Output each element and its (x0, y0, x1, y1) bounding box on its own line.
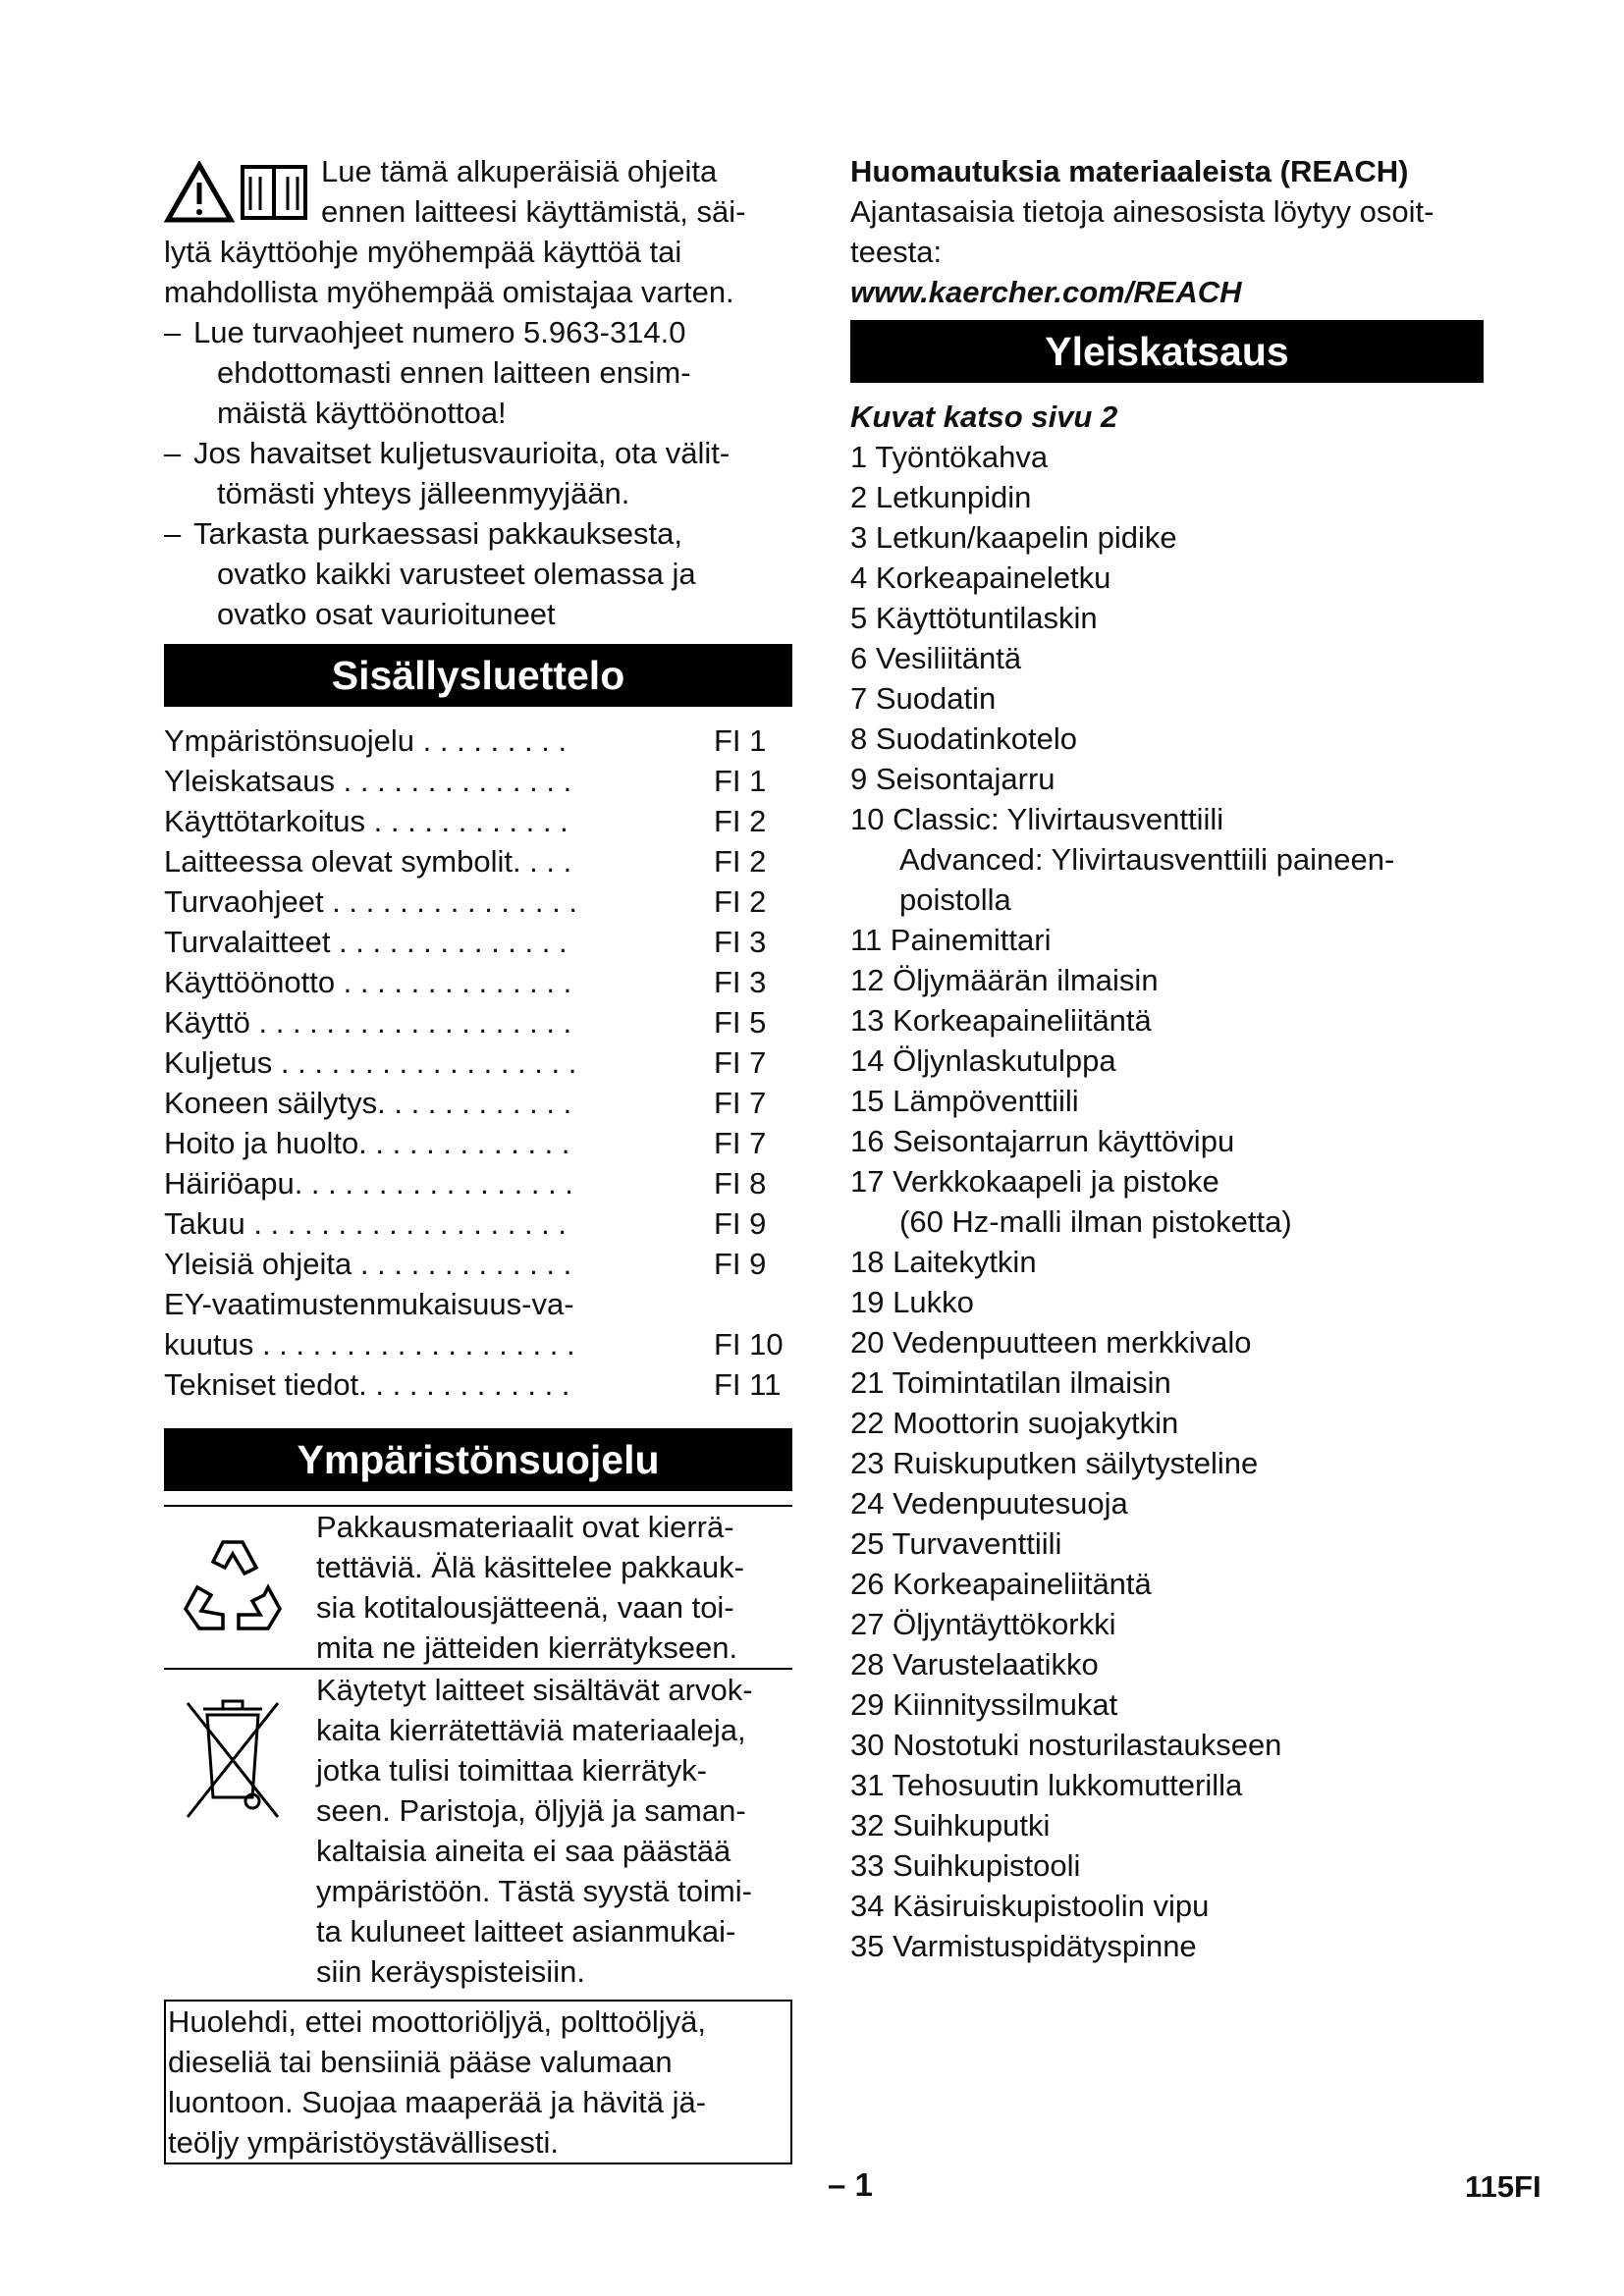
legend-item: 27 Öljyntäyttökorkki (850, 1607, 1116, 1641)
overview-legend (850, 437, 1484, 1966)
device-line: ta kuluneet laitteet asianmukai- (316, 1914, 736, 1949)
intro-bullet (164, 433, 792, 513)
toc-entry[interactable] (164, 1244, 792, 1284)
toc-title: Käyttötarkoitus . . . . . . . . . . . . (164, 804, 568, 838)
legend-item: 28 Varustelaatikko (850, 1647, 1099, 1682)
legend-item: 2 Letkunpidin (850, 480, 1032, 514)
toc-entry[interactable] (164, 1123, 792, 1163)
toc-title: Hoito ja huolto. . . . . . . . . . . . . (164, 1126, 570, 1160)
legend-item: 8 Suodatinkotelo (850, 721, 1077, 756)
intro-bullet (164, 513, 792, 634)
legend-item: 6 Vesiliitäntä (850, 641, 1022, 675)
bullet-line: Jos havaitset kuljetusvaurioita, ota välit- (193, 436, 731, 470)
legend-item: 4 Korkeapaineletku (850, 561, 1111, 595)
toc-title: EY-vaatimustenmukaisuus-va- (164, 1287, 574, 1321)
toc-page: FI 3 (714, 925, 767, 959)
crossed-bin-icon (174, 1689, 292, 1827)
device-line: kaltaisia aineita ei saa päästää (316, 1834, 731, 1868)
toc-entry[interactable] (164, 962, 792, 1002)
legend-item: 24 Vedenpuutesuoja (850, 1486, 1128, 1521)
toc-page: FI 7 (714, 1045, 767, 1080)
bullet-line: tömästi yhteys jälleenmyyjään. (217, 476, 630, 510)
toc-entry[interactable] (164, 1284, 792, 1324)
reach-title: Huomautuksia materiaaleista (REACH) (850, 154, 1409, 188)
device-line: siin keräyspisteisiin. (316, 1954, 585, 1989)
intro-section (164, 151, 792, 634)
bullet-line: ehdottomasti ennen laitteen ensim- (217, 355, 691, 390)
toc-title: Turvaohjeet . . . . . . . . . . . . . . . (164, 884, 577, 919)
toc-title: Laitteessa olevat symbolit. . . . (164, 844, 572, 879)
environment-heading: Ympäristönsuojelu (164, 1428, 792, 1491)
toc-entry[interactable] (164, 1203, 792, 1244)
legend-item: 32 Suihkuputki (850, 1808, 1051, 1842)
toc-title: Häiriöapu. . . . . . . . . . . . . . . . . (164, 1166, 573, 1201)
toc-title: kuutus . . . . . . . . . . . . . . . . . . . (164, 1327, 575, 1362)
oil-line: teöljy ympäristöystävällisesti. (168, 2125, 559, 2160)
page-marker: – 1 (828, 2166, 873, 2203)
bullet-line: Tarkasta purkaessasi pakkauksesta, (193, 516, 682, 551)
toc-entry[interactable] (164, 922, 792, 962)
packaging-line: Pakkausmateriaalit ovat kierrä- (316, 1510, 734, 1544)
packaging-line: sia kotitalousjätteenä, vaan toi- (316, 1590, 734, 1625)
legend-item: 35 Varmistuspidätyspinne (850, 1929, 1197, 1963)
toc-title: Ympäristönsuojelu . . . . . . . . . (164, 723, 568, 758)
bullet-line: ovatko osat vaurioituneet (217, 597, 556, 631)
toc-entry[interactable] (164, 801, 792, 841)
toc-title: Kuljetus . . . . . . . . . . . . . . . . . . (164, 1045, 577, 1080)
toc-page: FI 9 (714, 1206, 767, 1241)
toc-page: FI 2 (714, 844, 767, 879)
device-disposal-block (164, 1668, 792, 1992)
legend-item: 12 Öljymäärän ilmaisin (850, 963, 1159, 997)
legend-item: 19 Lukko (850, 1285, 974, 1319)
recycling-icon (174, 1530, 292, 1648)
legend-item-continuation: poistolla (899, 882, 1011, 917)
legend-item: 3 Letkun/kaapelin pidike (850, 520, 1177, 555)
toc-title: Käyttö . . . . . . . . . . . . . . . . . . . (164, 1005, 572, 1040)
bullet-line: ovatko kaikki varusteet olemassa ja (217, 557, 696, 591)
toc-title: Yleiskatsaus . . . . . . . . . . . . . . (164, 764, 572, 798)
oil-notice-box (164, 2000, 792, 2164)
packaging-recycling-block (164, 1505, 792, 1668)
legend-item: 33 Suihkupistooli (850, 1848, 1081, 1883)
oil-line: luontoon. Suojaa maaperää ja hävitä jä- (168, 2085, 707, 2119)
intro-bullet (164, 312, 792, 433)
toc-title: Koneen säilytys. . . . . . . . . . . . (164, 1086, 572, 1120)
warning-manual-icon (164, 161, 311, 224)
legend-item: 17 Verkkokaapeli ja pistoke (850, 1164, 1219, 1199)
device-line: jotka tulisi toimittaa kierrätyk- (316, 1753, 707, 1788)
toc-title: Käyttöönotto . . . . . . . . . . . . . . (164, 965, 572, 999)
toc-page: FI 5 (714, 1005, 767, 1040)
device-line: kaita kierrätettäviä materiaaleja, (316, 1713, 746, 1747)
legend-item: 34 Käsiruiskupistoolin vipu (850, 1889, 1210, 1923)
legend-item: 21 Toimintatilan ilmaisin (850, 1365, 1171, 1400)
legend-item: 11 Painemittari (850, 923, 1052, 957)
legend-item: 29 Kiinnityssilmukat (850, 1687, 1118, 1722)
toc-title: Yleisiä ohjeita . . . . . . . . . . . . . (164, 1247, 572, 1281)
page-code: 115FI (1465, 2169, 1542, 2204)
toc-entry[interactable] (164, 841, 792, 881)
toc-entry[interactable] (164, 1364, 792, 1405)
toc-entry[interactable] (164, 1002, 792, 1042)
toc-page: FI 1 (714, 723, 767, 758)
legend-item: 18 Laitekytkin (850, 1245, 1037, 1279)
toc-title: Turvalaitteet . . . . . . . . . . . . . . (164, 925, 568, 959)
legend-item: 15 Lämpöventtiili (850, 1084, 1079, 1118)
toc-page: FI 10 (714, 1327, 784, 1362)
overview-subtitle: Kuvat katso sivu 2 (850, 400, 1118, 434)
toc-page: FI 7 (714, 1126, 767, 1160)
oil-line: Huolehdi, ettei moottoriöljyä, polttoöljyä, (168, 2004, 706, 2039)
bullet-dash: – (164, 315, 182, 349)
toc-page: FI 8 (714, 1166, 767, 1201)
bullet-line: mäistä käyttöönottoa! (217, 396, 507, 430)
legend-item: 1 Työntökahva (850, 440, 1049, 474)
toc-list (164, 721, 792, 1405)
bullet-dash: – (164, 436, 182, 470)
packaging-line: tettäviä. Älä käsittelee pakkauk- (316, 1550, 744, 1584)
legend-item: 14 Öljynlaskutulppa (850, 1043, 1116, 1078)
legend-item: 7 Suodatin (850, 681, 997, 716)
toc-page: FI 3 (714, 965, 767, 999)
toc-entry[interactable] (164, 1163, 792, 1203)
overview-heading: Yleiskatsaus (850, 320, 1484, 383)
legend-item-continuation: (60 Hz-malli ilman pistoketta) (899, 1204, 1292, 1239)
intro-line: lytä käyttöohje myöhempää käyttöä tai (164, 235, 682, 269)
toc-title: Takuu . . . . . . . . . . . . . . . . . . . (164, 1206, 568, 1241)
toc-entry[interactable] (164, 881, 792, 922)
toc-page: FI 9 (714, 1247, 767, 1281)
intro-line: ennen laitteesi käyttämistä, säi- (321, 194, 746, 229)
toc-entry[interactable] (164, 721, 792, 761)
right-column (850, 151, 1484, 1966)
device-line: Käytetyt laitteet sisältävät arvok- (316, 1673, 753, 1707)
toc-page (714, 1284, 792, 1324)
legend-item: 31 Tehosuutin lukkomutterilla (850, 1768, 1243, 1802)
intro-line: mahdollista myöhempää omistajaa varten. (164, 275, 734, 309)
reach-line: Ajantasaisia tietoja ainesosista löytyy osoit- (850, 194, 1435, 229)
legend-item: 25 Turvaventtiili (850, 1526, 1062, 1561)
legend-item: 22 Moottorin suojakytkin (850, 1406, 1179, 1440)
legend-item: 9 Seisontajarru (850, 762, 1056, 796)
legend-item: 5 Käyttötuntilaskin (850, 601, 1098, 635)
legend-item: 26 Korkeapaineliitäntä (850, 1567, 1152, 1601)
reach-url-link[interactable]: www.kaercher.com/REACH (850, 275, 1242, 309)
legend-item: 30 Nostotuki nosturilastaukseen (850, 1728, 1282, 1762)
legend-item: 20 Vedenpuutteen merkkivalo (850, 1325, 1252, 1360)
packaging-line: mita ne jätteiden kierrätykseen. (316, 1630, 738, 1665)
legend-item: 13 Korkeapaineliitäntä (850, 1003, 1152, 1038)
legend-item: 23 Ruiskuputken säilytysteline (850, 1446, 1259, 1480)
legend-item: 16 Seisontajarrun käyttövipu (850, 1124, 1235, 1158)
toc-title: Tekniset tiedot. . . . . . . . . . . . . (164, 1367, 570, 1402)
legend-item-continuation: Advanced: Ylivirtausventtiili paineen- (899, 842, 1395, 877)
left-column (164, 151, 792, 2164)
bullet-line: Lue turvaohjeet numero 5.963-314.0 (193, 315, 686, 349)
toc-page: FI 2 (714, 884, 767, 919)
toc-entry[interactable] (164, 1083, 792, 1123)
toc-entry[interactable] (164, 1324, 792, 1364)
toc-page: FI 1 (714, 764, 767, 798)
toc-page: FI 11 (714, 1367, 782, 1402)
device-line: seen. Paristoja, öljyjä ja saman- (316, 1793, 746, 1828)
legend-item: 10 Classic: Ylivirtausventtiili (850, 802, 1224, 836)
toc-entry[interactable] (164, 761, 792, 801)
toc-entry[interactable] (164, 1042, 792, 1083)
reach-line: teesta: (850, 235, 943, 269)
toc-page: FI 2 (714, 804, 767, 838)
toc-page: FI 7 (714, 1086, 767, 1120)
toc-heading: Sisällysluettelo (164, 644, 792, 707)
intro-line: Lue tämä alkuperäisiä ohjeita (321, 154, 718, 188)
device-line: ympäristöön. Tästä syystä toimi- (316, 1874, 752, 1908)
bullet-dash: – (164, 516, 182, 551)
oil-line: dieseliä tai bensiiniä pääse valumaan (168, 2045, 673, 2079)
